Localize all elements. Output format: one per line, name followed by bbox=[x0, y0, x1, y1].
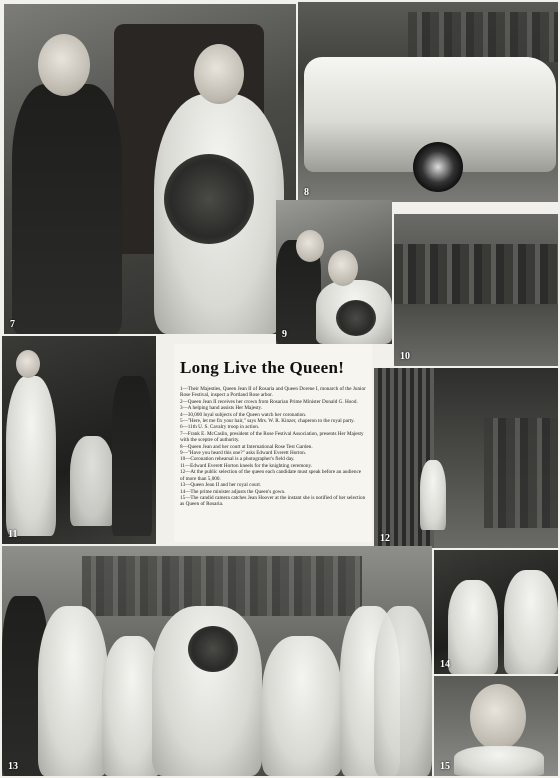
rose-bouquet bbox=[164, 154, 254, 244]
photo-number: 10 bbox=[400, 351, 410, 362]
photo-8-car bbox=[298, 2, 558, 202]
caption-item: 8—Queen Jean and her court at International Rose Test Garden. bbox=[180, 443, 313, 450]
photo-7-coronation bbox=[4, 4, 296, 334]
man-face bbox=[296, 230, 324, 262]
caption-item: 13—Queen Jean II and her royal court. bbox=[180, 482, 262, 489]
caption-item: 9—"Have you heard this one?" asks Edward Everett Horton. bbox=[180, 450, 306, 457]
flower-girls bbox=[262, 636, 342, 776]
photo-15-portrait bbox=[434, 676, 558, 776]
seated-candidates bbox=[484, 418, 558, 528]
car-wheel bbox=[413, 142, 463, 192]
caption-item: 5—"Here, let me fix your hair," says Mrs. W. R. Kinzer, chaperon to the royal party. bbox=[180, 418, 355, 425]
caption-item: 2—Queen Jean II receives her crown from Rosarian Prime Minister Donald G. Hood. bbox=[180, 398, 358, 405]
caption-item: 11—Edward Everett Horton kneels for the knighting ceremony. bbox=[180, 462, 313, 469]
caption-item: 15—The candid camera catches Jean Hoover at the instant she is notified of her selection as Queen of Rosaria. bbox=[180, 494, 366, 508]
shoulders bbox=[454, 746, 544, 776]
photo-10-photographers bbox=[394, 214, 558, 366]
caption-item: 7—Frank E. McCaslin, president of the Rose Festival Association, presents Her Majesty with the sceptre of authority. bbox=[180, 430, 364, 444]
photo-number: 14 bbox=[440, 659, 450, 670]
photo-number: 9 bbox=[282, 329, 287, 340]
man-face bbox=[38, 34, 90, 96]
photo-number: 11 bbox=[8, 529, 18, 540]
caption-item: 3—A helping hand assists Her Majesty. bbox=[180, 405, 263, 412]
caption-item: 14—The prime minister adjusts the Queen's gown. bbox=[180, 488, 286, 495]
standing-man bbox=[112, 376, 152, 536]
rose-bouquet bbox=[188, 626, 238, 672]
photo-9-horton bbox=[276, 200, 392, 344]
queen-face bbox=[16, 350, 40, 378]
photo-number: 13 bbox=[8, 761, 18, 772]
photo-number: 7 bbox=[10, 319, 15, 330]
caption-item: 12—At the public selection of the queen each candidate must speak before an audience of more than 5,000. bbox=[180, 469, 362, 482]
photo-12-stage bbox=[374, 368, 558, 548]
photo-number: 15 bbox=[440, 761, 450, 772]
caption-list bbox=[180, 386, 366, 508]
caption-item: 6—11th U. S. Cavalry troop in action. bbox=[180, 424, 260, 431]
caption-item: 4—30,000 loyal subjects of the Queen watch her coronation. bbox=[180, 411, 307, 418]
court-ladies bbox=[408, 12, 558, 62]
queen-face bbox=[194, 44, 244, 104]
attendant bbox=[38, 606, 108, 776]
photo-number: 12 bbox=[380, 533, 390, 544]
rose-bouquet bbox=[336, 300, 376, 336]
lawn bbox=[394, 304, 558, 366]
queen-gown bbox=[504, 570, 558, 674]
kneeling-man bbox=[70, 436, 114, 526]
attendant-gown bbox=[448, 580, 498, 674]
photo-13-royal-court bbox=[2, 546, 432, 776]
queen-gown bbox=[6, 376, 56, 536]
photo-14-gown bbox=[434, 550, 558, 674]
jean-hoover-face bbox=[470, 684, 526, 750]
photo-number: 8 bbox=[304, 187, 309, 198]
candidate-on-stage bbox=[420, 460, 446, 530]
caption-item: 1—Their Majesties, Queen Jean II of Rosaria and Queen Dorene I, monarch of the Junior Rose Festival, inspect a Portland Rose arbor. bbox=[180, 386, 366, 399]
queen-face bbox=[328, 250, 358, 286]
caption-item: 10—Coronation rehearsal is a photographer's field day. bbox=[180, 456, 295, 463]
crowd bbox=[394, 244, 558, 304]
man-in-tuxedo bbox=[12, 84, 122, 334]
caption-panel bbox=[174, 344, 372, 542]
prime-minister bbox=[374, 606, 432, 776]
photo-11-knighting bbox=[2, 336, 156, 544]
article-title: Long Live the Queen! bbox=[180, 358, 345, 377]
